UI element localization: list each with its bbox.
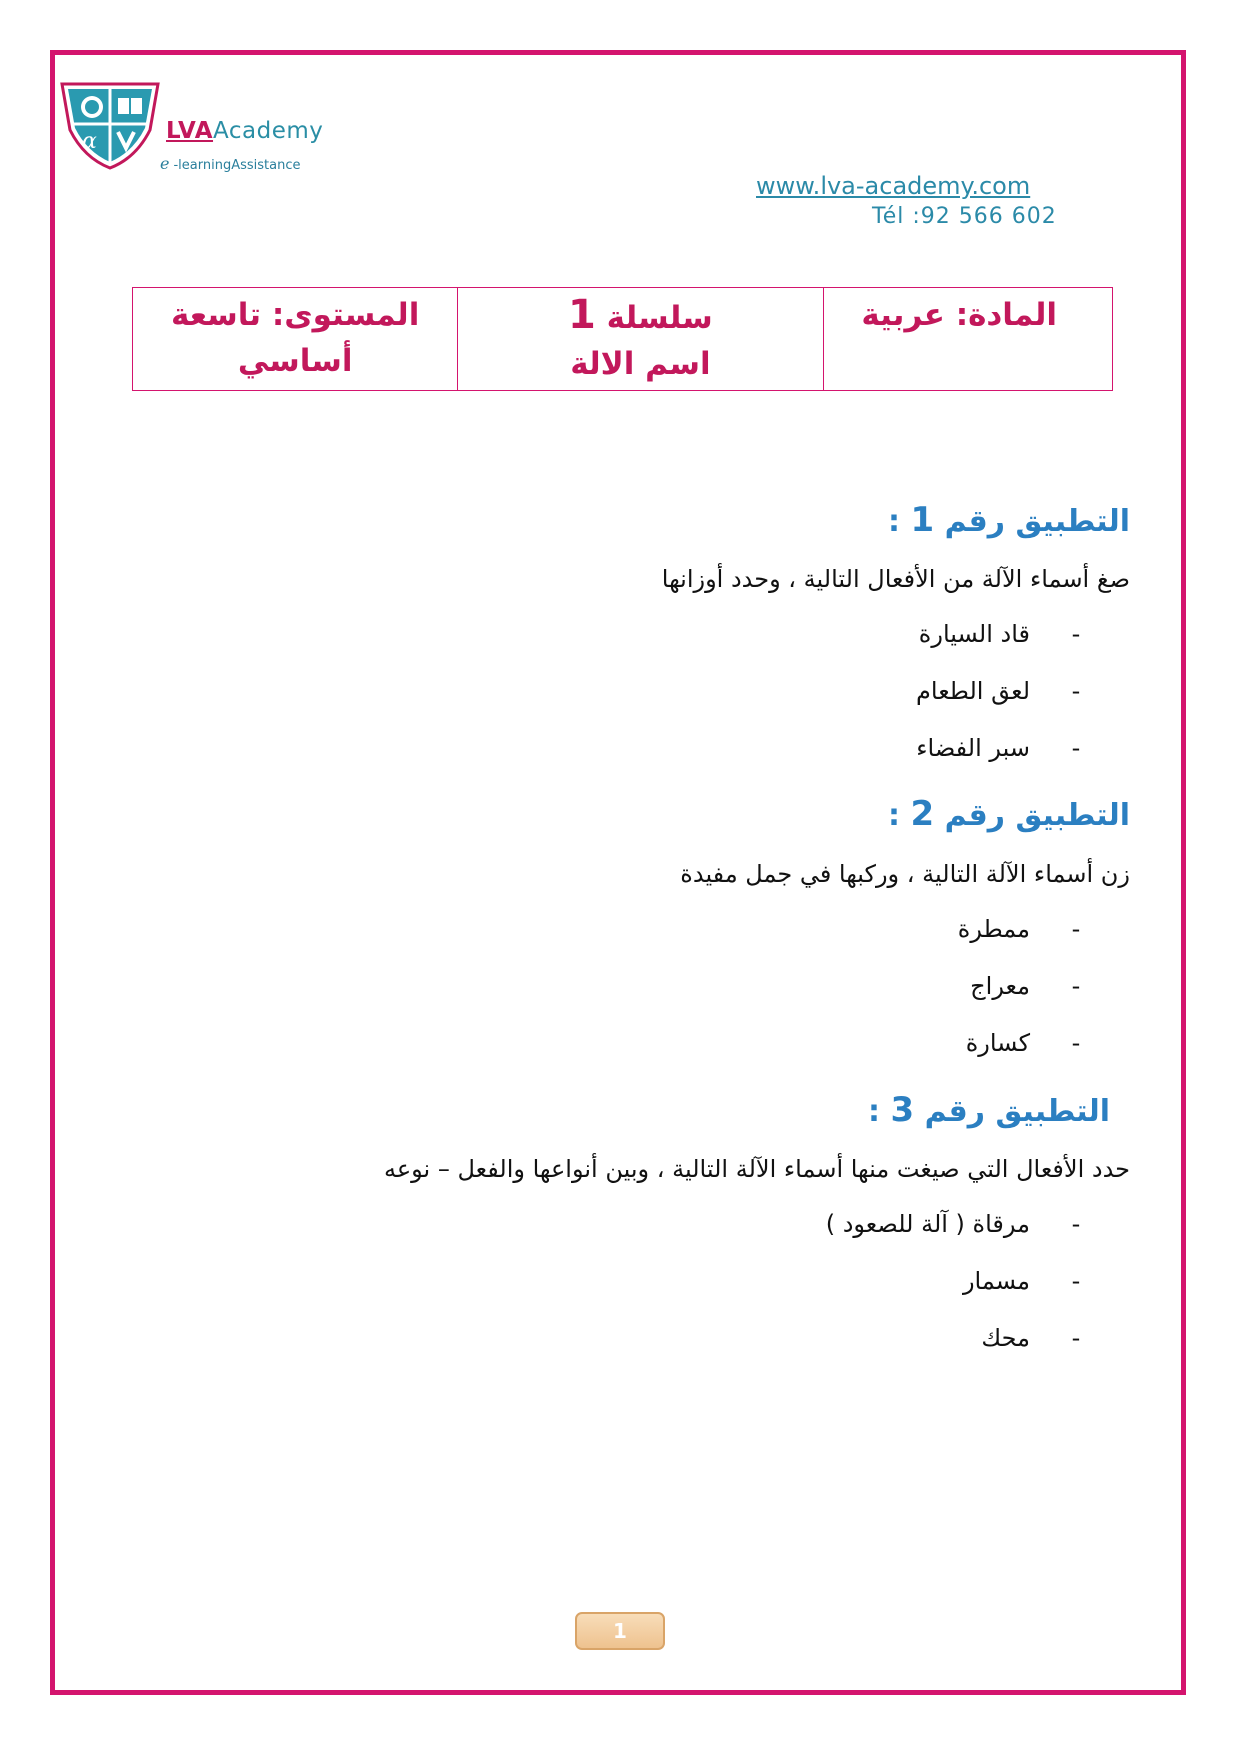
series-topic: اسم الالة xyxy=(570,346,711,382)
list-item: - مسمار xyxy=(962,1267,1081,1295)
series-title: سلسلة 1 xyxy=(568,292,713,338)
exercise-3-title: التطبيق رقم 3 : xyxy=(867,1090,1110,1130)
lva-shield-logo-icon xyxy=(58,80,162,170)
level-line2: أساسي xyxy=(237,343,353,379)
list-item: - قاد السيارة xyxy=(918,620,1081,648)
info-table xyxy=(132,287,1113,391)
subject-cell xyxy=(824,288,1113,390)
website-link[interactable]: www.lva-academy.com xyxy=(756,172,1031,200)
level-line1: المستوى: تاسعة xyxy=(170,297,420,333)
phone-number: Tél :92 566 602 xyxy=(872,204,1057,229)
list-item: - لعق الطعام xyxy=(916,677,1081,705)
series-cell xyxy=(458,288,823,390)
svg-text:α: α xyxy=(82,129,97,154)
subject-label: المادة: عربية xyxy=(861,297,1057,333)
list-item: - كسارة xyxy=(965,1029,1081,1057)
level-cell xyxy=(133,288,458,390)
page-number: 1 xyxy=(575,1612,665,1650)
exercise-2-title: التطبيق رقم 2 : xyxy=(887,794,1130,834)
exercise-3-instruction: حدد الأفعال التي صيغت منها أسماء الآلة التالية ، وبين أنواعها والفعل – نوعه xyxy=(383,1155,1130,1183)
list-item: - مرقاة ( آلة للصعود ) xyxy=(825,1210,1081,1238)
exercise-1-title: التطبيق رقم 1 : xyxy=(887,500,1130,540)
brand-name: LVAAcademy xyxy=(166,118,324,144)
list-item: - سبر الفضاء xyxy=(916,734,1081,762)
list-item: - معراج xyxy=(970,972,1081,1000)
exercise-1-instruction: صغ أسماء الآلة من الأفعال التالية ، وحدد أوزانها xyxy=(661,565,1130,593)
exercise-2-instruction: زن أسماء الآلة التالية ، وركبها في جمل مفيدة xyxy=(680,860,1130,888)
list-item: - محك xyxy=(981,1324,1081,1352)
tagline: e -learningAssistance xyxy=(160,154,301,173)
list-item: - ممطرة xyxy=(957,915,1081,943)
